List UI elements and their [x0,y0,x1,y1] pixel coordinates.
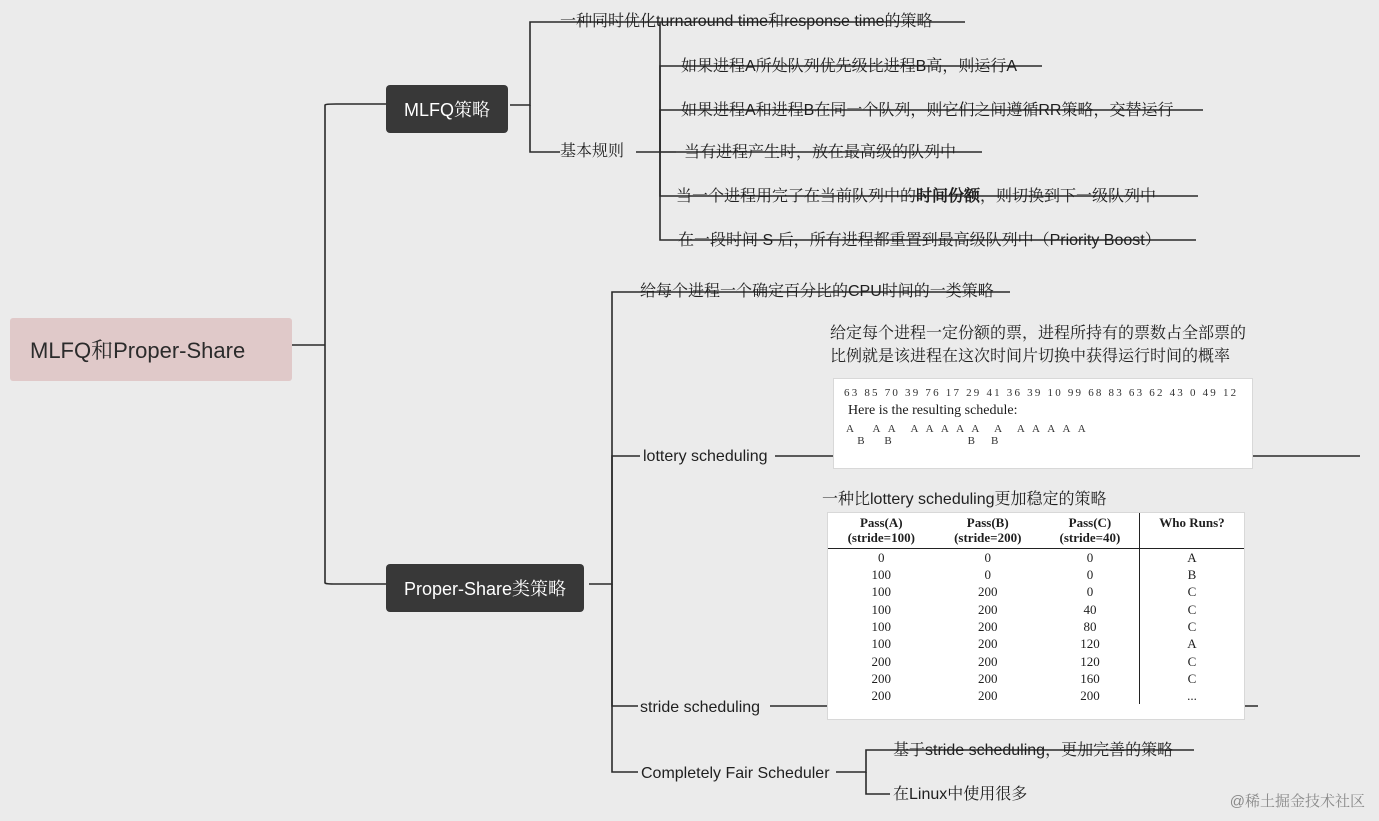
mlfq-rules-label: 基本规则 [560,143,625,160]
lottery-scheduling-note: 给定每个进程一定份额的票，进程所持有的票数占全部票的比例就是该进程在这次时间片切换中获得运行时间的概率 [830,325,1247,366]
cell-who-runs: C [1139,601,1244,618]
watermark: @稀土掘金技术社区 [1229,793,1365,810]
lottery-figure-row-b: B B B B [846,435,1000,447]
table-header-who-runs: Who Runs? [1139,513,1244,548]
lottery-figure-numbers: 63 85 70 39 76 17 29 41 36 39 10 99 68 83 63 62 43 0 49 12 [844,387,1239,399]
branch-node-proper-share[interactable]: Proper-Share类策略 [386,564,584,612]
cell-pass-c: 40 [1083,601,1097,617]
proper-share-summary: 给每个进程一个确定百分比的CPU时间的一类策略 [640,283,994,300]
mlfq-rule-4 [676,185,1156,208]
table-row [828,601,1244,618]
cell-pass-c: 0 [1086,567,1094,583]
table-header-pass-c: Pass(C) (stride=40) [1041,513,1139,548]
table-header-row [828,513,1244,548]
cell-pass-c: 0 [1086,584,1094,600]
lottery-figure-row-a: A A A A A A A A A A A A A A [846,423,1087,435]
cell-pass-a: 100 [871,619,891,634]
cell-pass-b: 200 [978,601,998,617]
cell-pass-b: 200 [978,670,998,686]
cell-pass-b: 200 [978,619,998,634]
cell-pass-b: 200 [978,688,998,704]
cell-pass-a: 0 [878,549,885,565]
table-row [828,583,1244,600]
mlfq-rule-4-text: 当一个进程用完了在当前队列中的时间份额，则切换到下一级队列中 [676,188,1157,205]
cell-pass-a: 200 [871,653,891,669]
cell-pass-a: 100 [871,636,891,652]
table-header-pass-b: Pass(B) (stride=200) [935,513,1042,548]
cfs-extra: 在Linux中使用很多 [893,786,1028,803]
cell-pass-a: 100 [871,584,891,600]
stride-scheduling-table-card [827,512,1245,720]
cell-pass-c: 200 [1080,688,1100,704]
child-label-stride-scheduling: stride scheduling [640,699,761,716]
cell-pass-b: 0 [984,549,991,565]
stride-scheduling-note: 一种比lottery scheduling更加稳定的策略 [822,491,1107,508]
cell-pass-b: 200 [978,636,998,652]
cell-who-runs: C [1139,583,1244,600]
cell-pass-c: 120 [1080,636,1100,652]
child-label-lottery-scheduling: lottery scheduling [643,448,768,465]
table-row [828,548,1244,566]
mlfq-rule-3: 当有进程产生时，放在最高级的队列中 [684,144,957,161]
cell-pass-c: 120 [1080,653,1100,669]
root-node[interactable]: MLFQ和Proper-Share [10,318,292,381]
child-label-cfs: Completely Fair Scheduler [641,765,830,782]
cell-who-runs: C [1139,618,1244,635]
table-row [828,670,1244,687]
cell-pass-a: 200 [871,688,891,704]
cell-pass-c: 0 [1086,549,1094,565]
table-row [828,618,1244,635]
mlfq-rule-5: 在一段时间 S 后，所有进程都重置到最高级队列中（Priority Boost） [678,232,1161,249]
cell-who-runs: A [1139,635,1244,652]
branch-node-mlfq[interactable]: MLFQ策略 [386,85,508,133]
table-row [828,653,1244,670]
cell-who-runs: C [1139,653,1244,670]
cell-pass-a: 200 [871,670,891,686]
mlfq-rule-2: 如果进程A和进程B在同一个队列，则它们之间遵循RR策略，交替运行 [681,102,1174,119]
cell-who-runs: B [1139,566,1244,583]
lottery-scheduling-figure [833,378,1253,469]
lottery-figure-caption: Here is the resulting schedule: [848,403,1018,418]
cell-pass-b: 0 [984,567,991,583]
cell-who-runs: C [1139,670,1244,687]
stride-scheduling-table [828,513,1244,704]
cell-pass-b: 200 [978,584,998,600]
cell-pass-b: 200 [978,653,998,669]
table-row [828,687,1244,704]
table-header-pass-a: Pass(A) (stride=100) [828,513,935,548]
cell-pass-a: 100 [871,601,891,617]
mlfq-rule-1: 如果进程A所处队列优先级比进程B高，则运行A [681,58,1018,75]
cell-pass-a: 100 [871,567,891,583]
cell-pass-c: 80 [1083,619,1097,634]
table-row [828,566,1244,583]
cell-who-runs: A [1139,548,1244,566]
cfs-note: 基于stride scheduling，更加完善的策略 [893,742,1174,759]
cell-who-runs: ... [1139,687,1244,704]
cell-pass-c: 160 [1080,670,1100,686]
table-row [828,635,1244,652]
mlfq-summary: 一种同时优化turnaround time和response time的策略 [560,13,933,30]
